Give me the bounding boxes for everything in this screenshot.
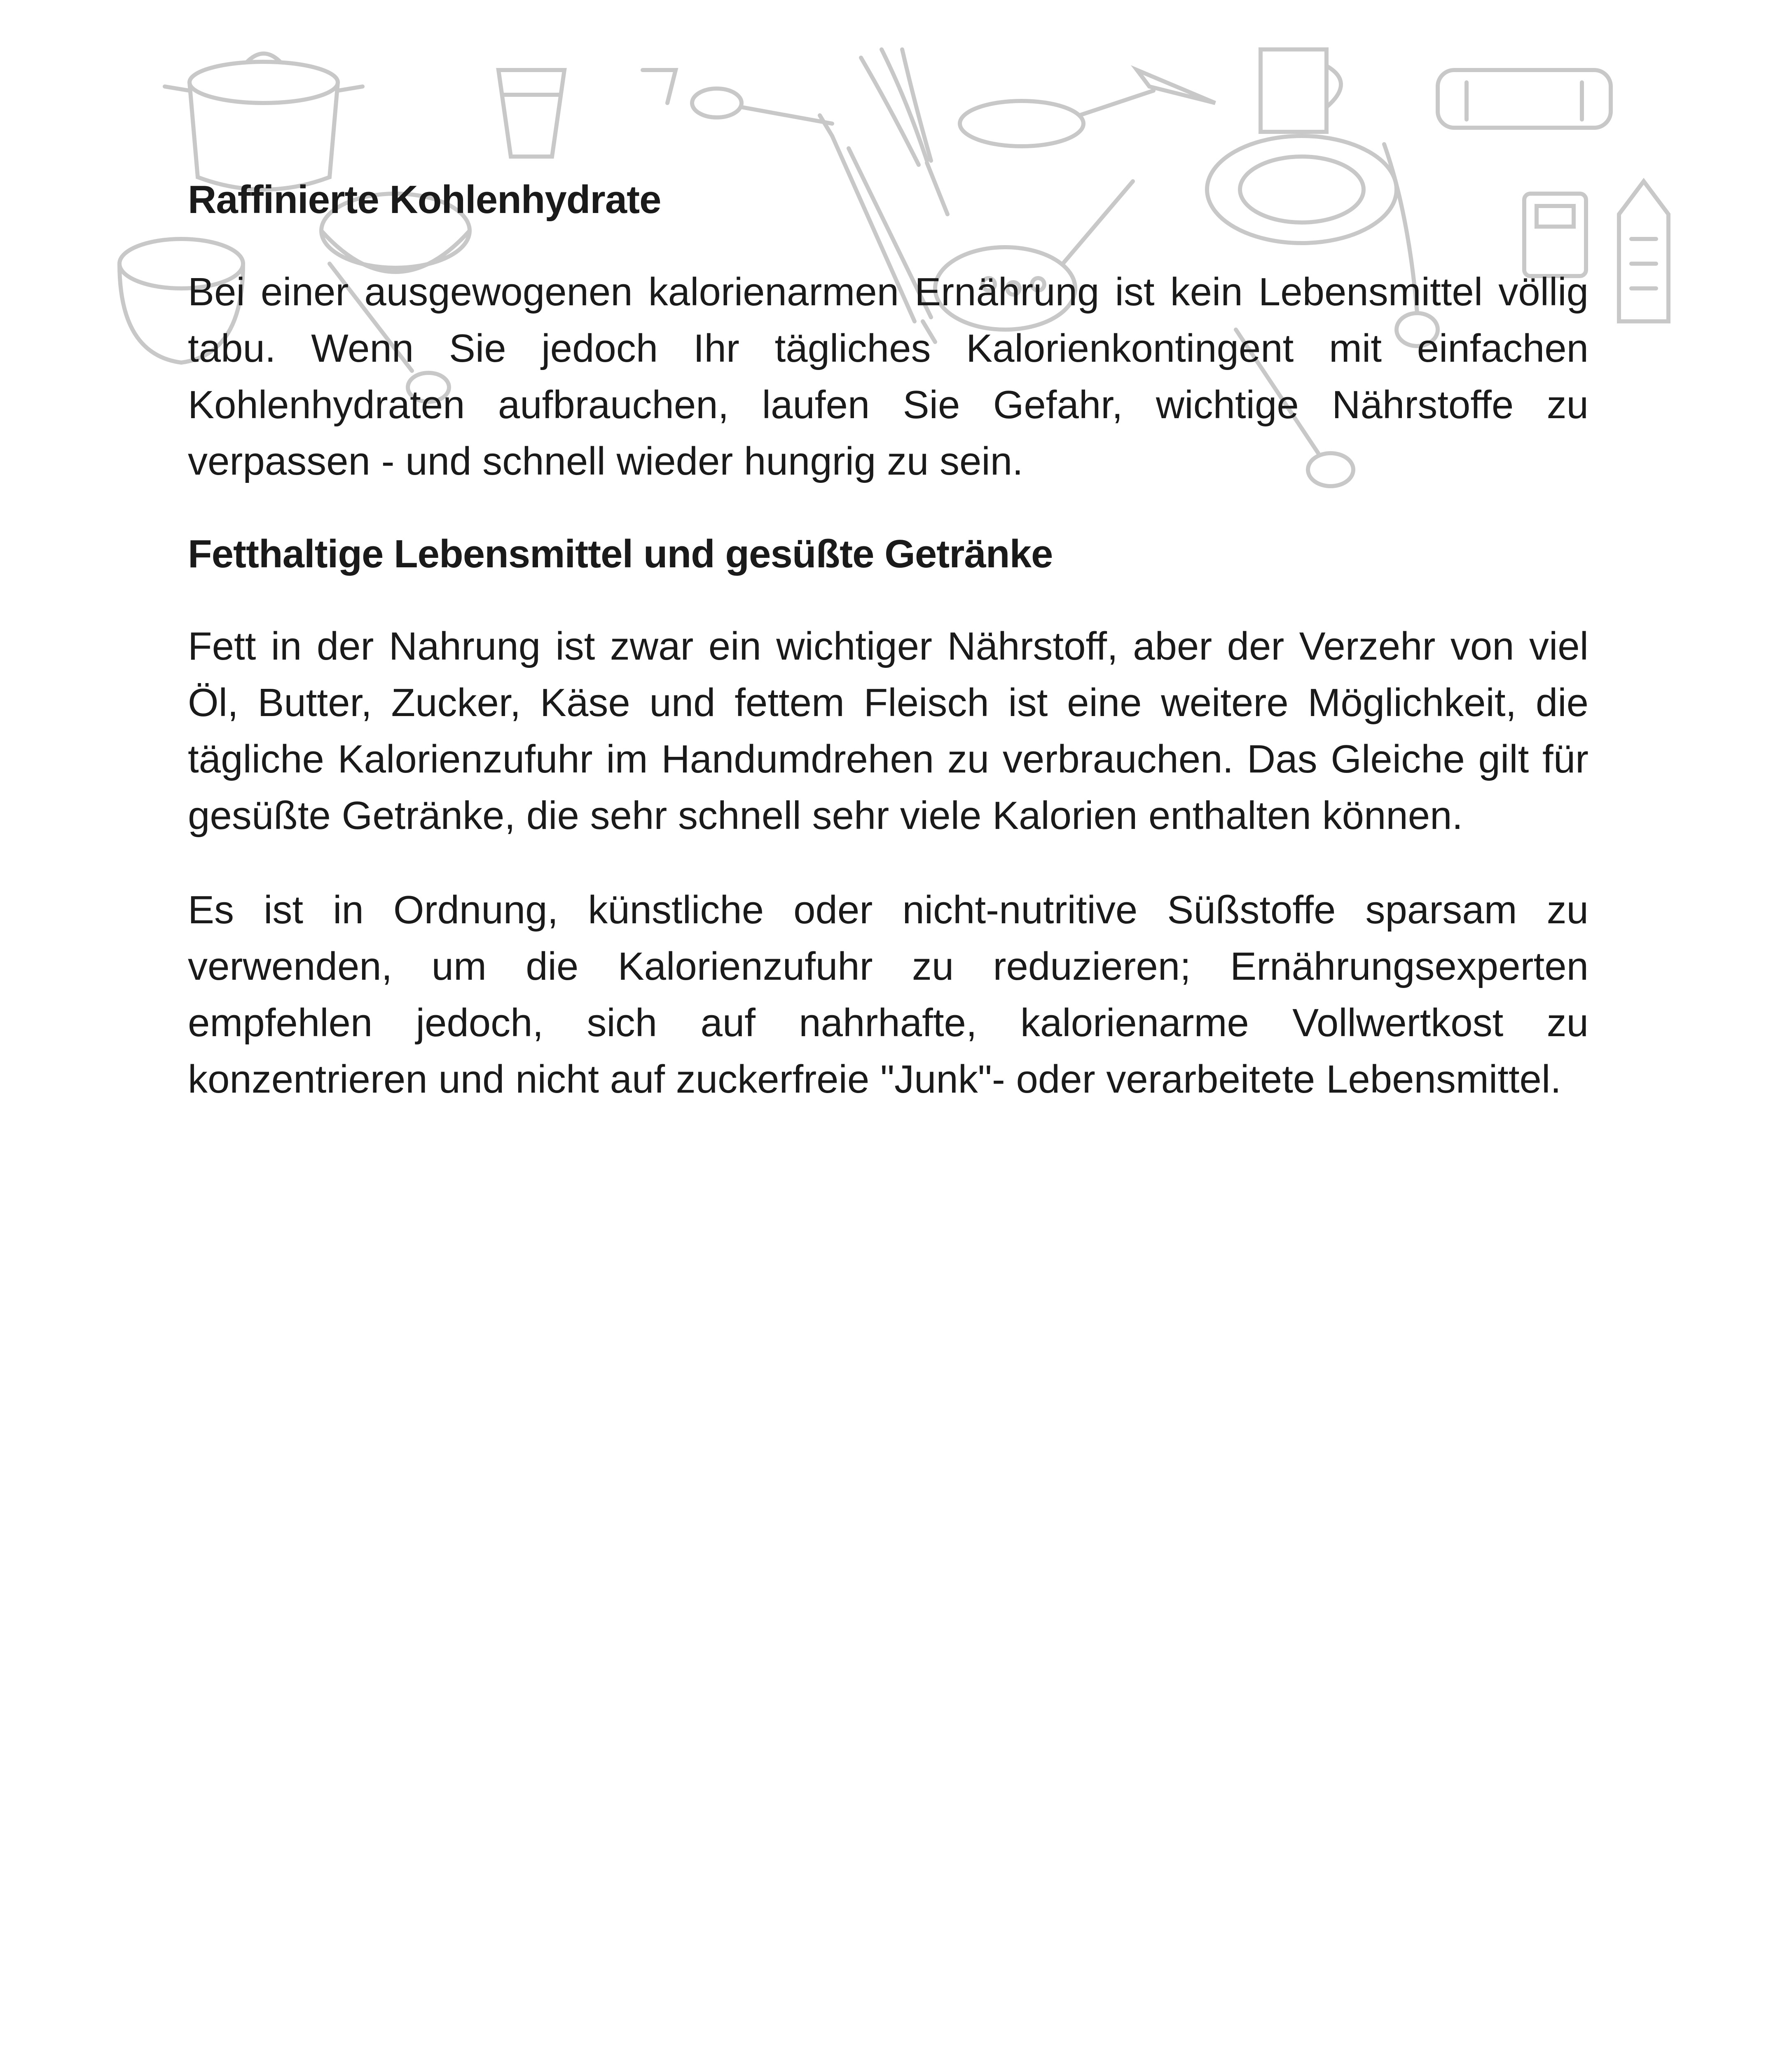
paragraph: Es ist in Ordnung, künstliche oder nicht-nutritive Süßstoffe sparsam zu verwenden, um die Kalorienzufuhr zu reduzieren; Ernährungsexperten empfehlen jedoch, sich auf nahrhafte, kalorienarme Vollwertkost zu konzentrieren und nicht auf zuckerfreie "Junk"- oder verarbeitete Lebensmittel. <box>188 888 1588 1101</box>
kettle-icon <box>1261 49 1341 132</box>
grater-icon <box>1619 181 1668 321</box>
section-heading: Raffinierte Kohlenhydrate <box>188 178 661 222</box>
cake-tin-icon <box>1438 70 1611 128</box>
glass-icon <box>498 70 564 157</box>
spoon-icon <box>643 70 832 124</box>
knife-icon <box>1137 70 1215 103</box>
cooking-pot-icon <box>165 54 363 190</box>
document-body <box>188 173 1588 1145</box>
frying-pan-icon <box>960 91 1153 146</box>
paragraph: Bei einer ausgewogenen kalorienarmen Ernährung ist kein Lebensmittel völlig tabu. Wenn Sie jedoch Ihr tägliches Kalorienkontingent mit einfachen Kohlenhydraten aufbrauchen, laufen Sie Gefahr, wichtige Nährstoffe zu verpassen - und schnell wieder hungrig zu sein. <box>188 270 1588 483</box>
paragraph: Fett in der Nahrung ist zwar ein wichtiger Nährstoff, aber der Verzehr von viel Öl, Butter, Zucker, Käse und fettem Fleisch ist eine weitere Möglichkeit, die tägliche Kalorienzufuhr im Handumdrehen zu verbrauchen. Das Gleiche gilt für gesüßte Getränke, die sehr schnell sehr viele Kalorien enthalten können. <box>188 624 1588 838</box>
section-heading: Fetthaltige Lebensmittel und gesüßte Getränke <box>188 532 1053 576</box>
